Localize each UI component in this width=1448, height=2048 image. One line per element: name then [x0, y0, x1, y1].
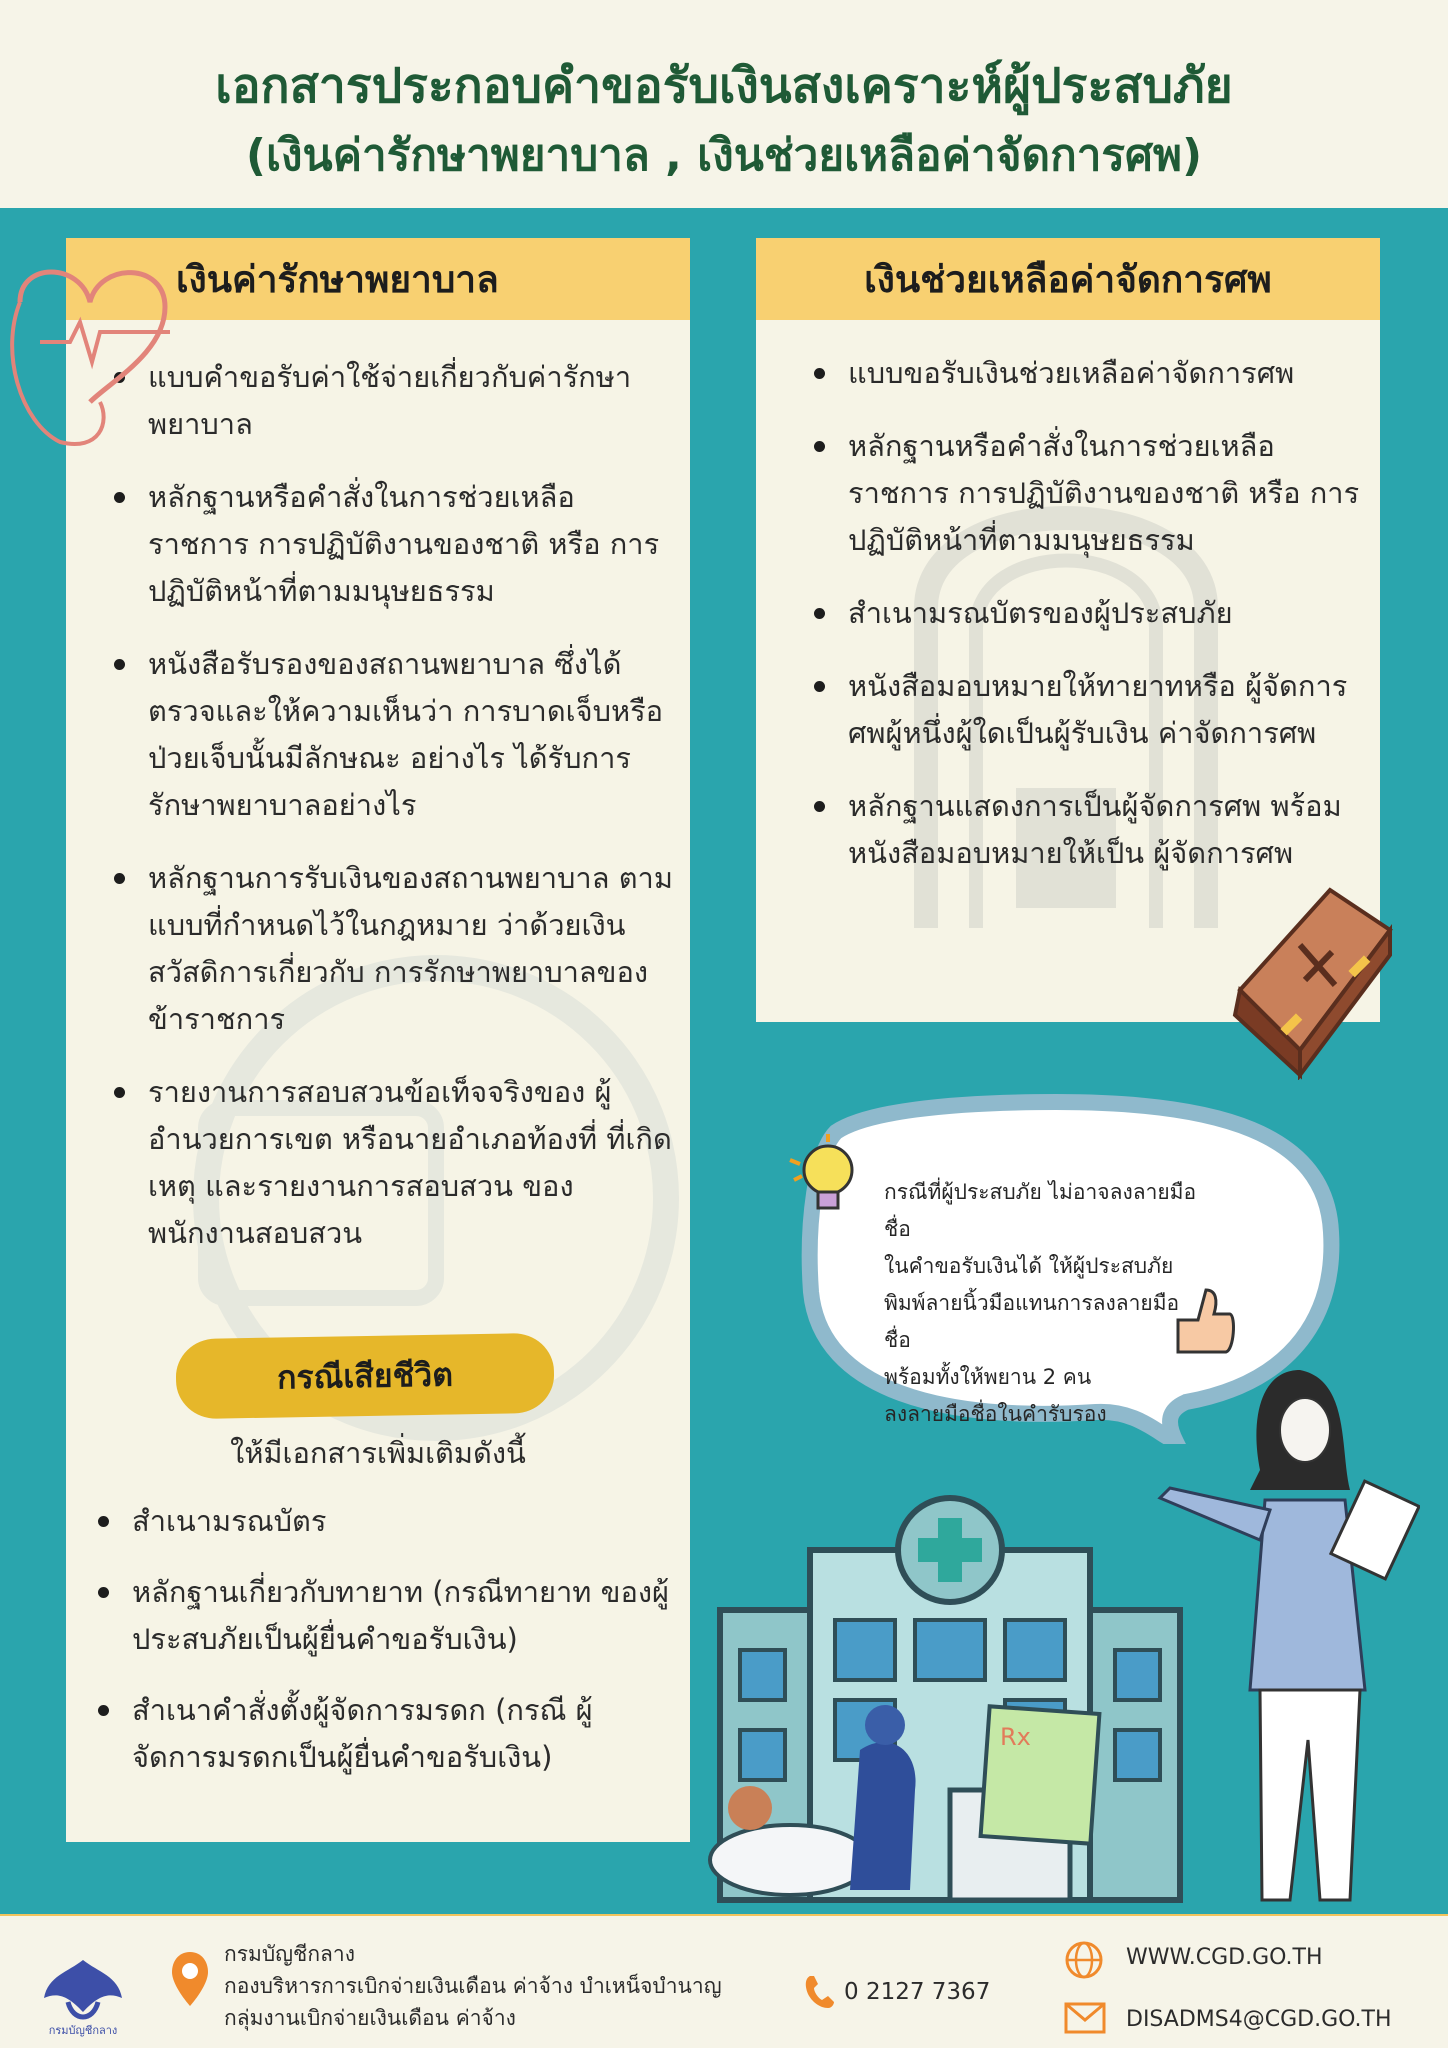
thumbs-up-icon: [1168, 1280, 1238, 1360]
list-item: สำเนามรณบัตรของผู้ประสบภัย: [808, 590, 1368, 637]
death-case-badge: กรณีเสียชีวิต: [175, 1333, 554, 1420]
page-title: เอกสารประกอบคำขอรับเงินสงเคราะห์ผู้ประสบภัย: [215, 58, 1233, 114]
list-item: สำเนามรณบัตร: [92, 1498, 672, 1545]
svg-text:Rx: Rx: [1000, 1723, 1031, 1751]
medical-heading: เงินค่ารักษาพยาบาล: [66, 238, 690, 320]
email-icon: [1064, 2002, 1106, 2034]
note-line: ลงลายมือชื่อในคำรับรอง: [884, 1402, 1107, 1426]
note-line: ในคำขอรับเงินได้ ให้ผู้ประสบภัย: [884, 1254, 1174, 1278]
note-line: พิมพ์ลายนิ้วมือแทนการลงลายมือชื่อ: [884, 1291, 1180, 1352]
list-item: รายงานการสอบสวนข้อเท็จจริงของ ผู้อำนวยการเขต หรือนายอำเภอท้องที่ ที่เกิดเหตุ และรายงานการสอบสวน ของพนักงานสอบสวน: [108, 1069, 678, 1257]
org-line: กองบริหารการเบิกจ่ายเงินเดือน ค่าจ้าง บำเหน็จบำนาญ: [224, 1974, 722, 1998]
website-link[interactable]: WWW.CGD.GO.TH: [1126, 1945, 1323, 1970]
svg-text:กรมบัญชีกลาง: กรมบัญชีกลาง: [48, 2024, 118, 2037]
footer: [0, 1916, 1448, 2048]
death-case-note: ให้มีเอกสารเพิ่มเติมดังนี้: [230, 1436, 526, 1470]
phone-icon: [804, 1974, 836, 2010]
medical-document-list: [108, 354, 678, 1283]
note-line: กรณีที่ผู้ประสบภัย ไม่อาจลงลายมือชื่อ: [884, 1180, 1197, 1241]
doctor-illustration: [1150, 1360, 1420, 1910]
list-item: หลักฐานหรือคำสั่งในการช่วยเหลือ ราชการ การปฏิบัติงานของชาติ หรือ การปฏิบัติหน้าที่ตามมนุษยธรรม: [108, 474, 678, 615]
funeral-heading: เงินช่วยเหลือค่าจัดการศพ: [756, 238, 1380, 320]
org-line: กลุ่มงานเบิกจ่ายเงินเดือน ค่าจ้าง: [224, 2006, 516, 2030]
phone-number[interactable]: 0 2127 7367: [844, 1979, 991, 2005]
funeral-document-list: [808, 350, 1368, 903]
list-item: แบบขอรับเงินช่วยเหลือค่าจัดการศพ: [808, 350, 1368, 397]
page-subtitle: (เงินค่ารักษาพยาบาล , เงินช่วยเหลือค่าจัดการศพ): [245, 130, 1203, 181]
header-banner: [0, 0, 1448, 208]
list-item: หนังสือมอบหมายให้ทายาทหรือ ผู้จัดการศพผู้หนึ่งผู้ใดเป็นผู้รับเงิน ค่าจัดการศพ: [808, 663, 1368, 757]
heart-icon: [0, 262, 180, 462]
coffin-icon: [1220, 870, 1400, 1080]
list-item: หลักฐานเกี่ยวกับทายาท (กรณีทายาท ของผู้ประสบภัยเป็นผู้ยื่นคำขอรับเงิน): [92, 1569, 672, 1663]
list-item: แบบคำขอรับค่าใช้จ่ายเกี่ยวกับค่ารักษา พยาบาล: [108, 354, 678, 448]
org-line: กรมบัญชีกลาง: [224, 1942, 355, 1966]
note-line: พร้อมทั้งให้พยาน 2 คน: [884, 1365, 1092, 1389]
lightbulb-icon: [780, 1130, 860, 1220]
list-item: หลักฐานแสดงการเป็นผู้จัดการศพ พร้อมหนังสือมอบหมายให้เป็น ผู้จัดการศพ: [808, 783, 1368, 877]
globe-icon: [1064, 1940, 1104, 1980]
death-document-list: [92, 1498, 672, 1805]
list-item: สำเนาคำสั่งตั้งผู้จัดการมรดก (กรณี ผู้จัดการมรดกเป็นผู้ยื่นคำขอรับเงิน): [92, 1687, 672, 1781]
hospital-illustration: [700, 1490, 1200, 1910]
email-link[interactable]: DISADMS4@CGD.GO.TH: [1126, 2007, 1392, 2032]
list-item: หนังสือรับรองของสถานพยาบาล ซึ่งได้ตรวจและให้ความเห็นว่า การบาดเจ็บหรือป่วยเจ็บนั้นมีลักษณะ อย่างไร ได้รับการรักษาพยาบาลอย่างไร: [108, 641, 678, 829]
list-item: หลักฐานการรับเงินของสถานพยาบาล ตามแบบที่กำหนดไว้ในกฎหมาย ว่าด้วยเงินสวัสดิการเกี่ยวกับ การรักษาพยาบาลของข้าราชการ: [108, 855, 678, 1043]
list-item: หลักฐานหรือคำสั่งในการช่วยเหลือ ราชการ การปฏิบัติงานของชาติ หรือ การปฏิบัติหน้าที่ตามมนุษยธรรม: [808, 423, 1368, 564]
org-address: [224, 1938, 722, 2034]
medical-panel: [66, 238, 690, 1842]
location-pin-icon: [170, 1950, 210, 2010]
department-logo: [38, 1952, 128, 2038]
